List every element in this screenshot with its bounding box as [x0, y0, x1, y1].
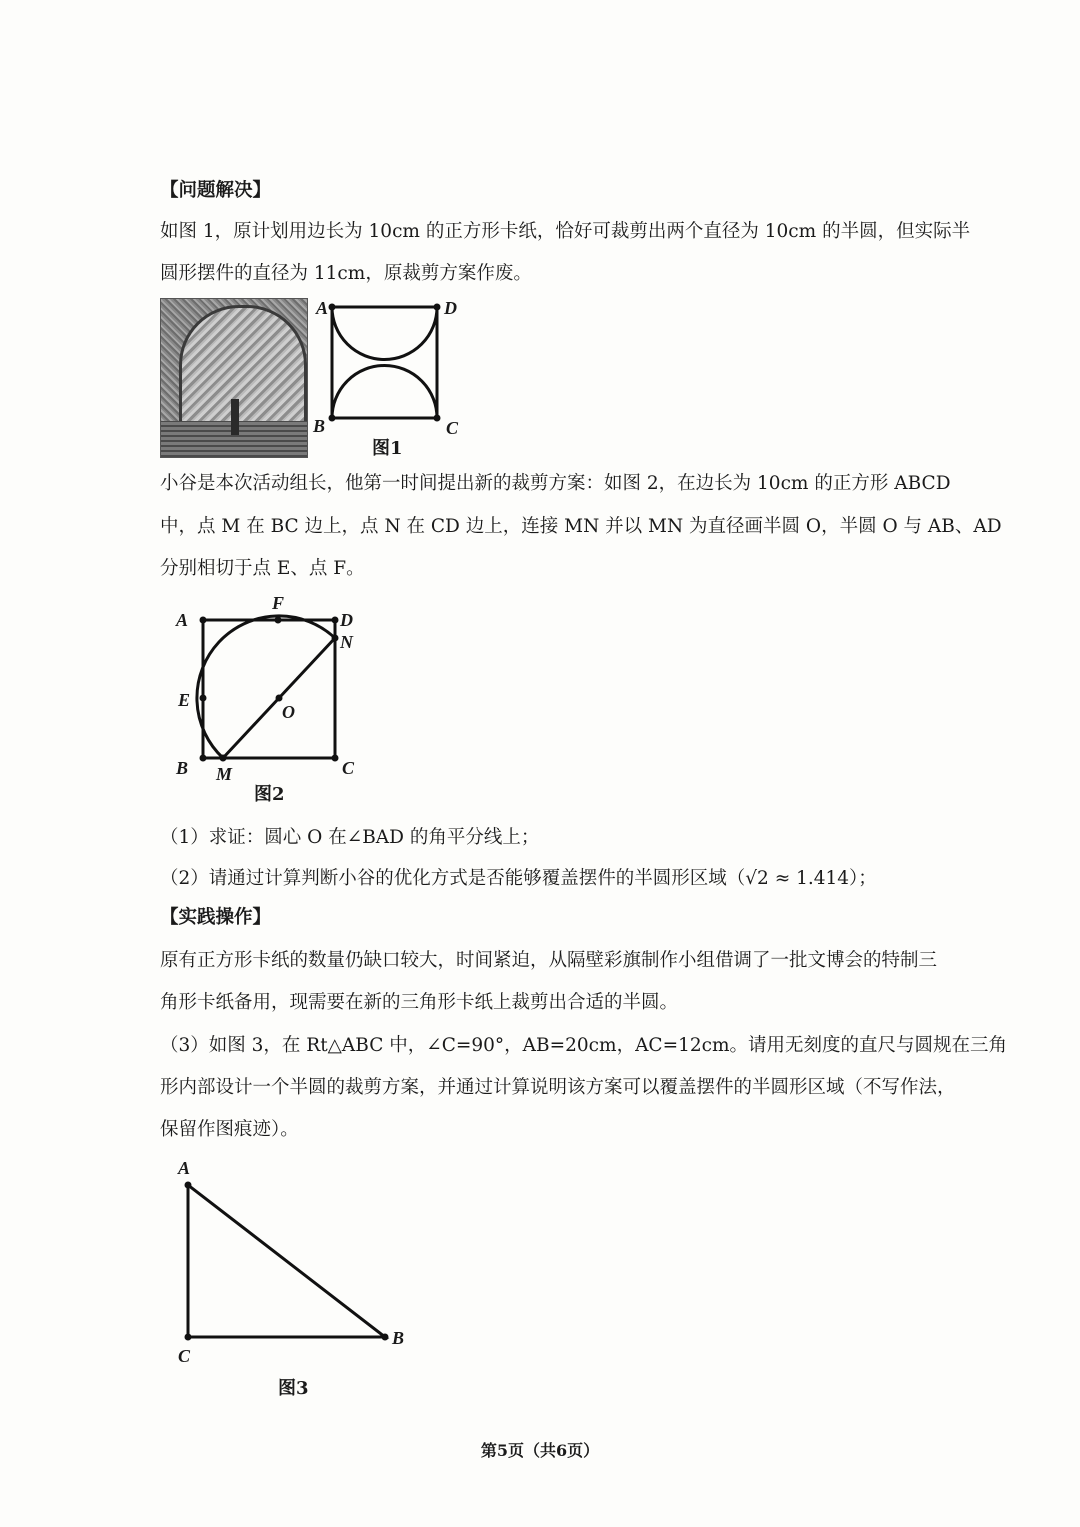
figure-2-label-O: O [282, 702, 295, 722]
section-heading-problem-solving: 【问题解决】 [160, 180, 272, 201]
figure-2-label-M: M [216, 764, 233, 784]
question-2: （2）请通过计算判断小谷的优化方式是否能够覆盖摆件的半圆形区域（√2 ≈ 1.414）； [160, 868, 877, 889]
figure-1-label-C: C [446, 418, 459, 438]
paragraph-line: 分别相切于点 E、点 F。 [160, 558, 365, 579]
semicircle-ornament-photo [160, 298, 308, 458]
figure-2-label-D: D [340, 610, 353, 630]
figure-3-label-B: B [392, 1328, 405, 1348]
section-heading-practice: 【实践操作】 [160, 907, 272, 928]
figure-2-label-B: B [176, 758, 189, 778]
figure-2-label-F: F [272, 593, 285, 613]
question-3-line: 保留作图痕迹）。 [160, 1119, 299, 1140]
figure-3-diagram [180, 1175, 400, 1355]
paragraph-line: 如图 1，原计划用边长为 10cm 的正方形卡纸，恰好可裁剪出两个直径为 10cm 的半圆，但实际半 [160, 221, 971, 242]
figure-1-label-D: D [444, 298, 457, 318]
figure-2-caption: 图2 [254, 784, 285, 805]
question-3-line: 形内部设计一个半圆的裁剪方案，并通过计算说明该方案可以覆盖摆件的半圆形区域（不写作法， [160, 1077, 956, 1098]
figure-3-label-A: A [178, 1158, 191, 1178]
figure-2-label-E: E [178, 690, 191, 710]
figure-3-caption: 图3 [278, 1378, 309, 1399]
figure-1-label-A: A [316, 298, 329, 318]
page-footer: 第5页（共6页） [480, 1441, 600, 1460]
figure-2-label-A: A [176, 610, 189, 630]
paragraph-line: 原有正方形卡纸的数量仍缺口较大，时间紧迫，从隔壁彩旗制作小组借调了一批文博会的特制三 [160, 950, 938, 971]
question-3-line: （3）如图 3，在 Rt△ABC 中，∠C=90°，AB=20cm，AC=12cm。请用无刻度的直尺与圆规在三角 [160, 1035, 1008, 1056]
paragraph-line: 角形卡纸备用，现需要在新的三角形卡纸上裁剪出合适的半圆。 [160, 992, 679, 1013]
question-1: （1）求证：圆心 O 在∠BAD 的角平分线上； [160, 827, 540, 848]
figure-1-label-B: B [313, 416, 326, 436]
figure-3-label-C: C [178, 1346, 191, 1366]
paragraph-line: 小谷是本次活动组长，他第一时间提出新的裁剪方案：如图 2，在边长为 10cm 的正方形 ABCD [160, 473, 951, 494]
figure-2-label-C: C [342, 758, 355, 778]
paragraph-line: 中，点 M 在 BC 边上，点 N 在 CD 边上，连接 MN 并以 MN 为直径画半圆 O，半圆 O 与 AB、AD [160, 516, 1002, 537]
figure-2-diagram [190, 605, 360, 775]
paragraph-line: 圆形摆件的直径为 11cm，原裁剪方案作废。 [160, 263, 532, 284]
figure-1-caption: 图1 [372, 438, 403, 459]
figure-2-label-N: N [340, 632, 353, 652]
